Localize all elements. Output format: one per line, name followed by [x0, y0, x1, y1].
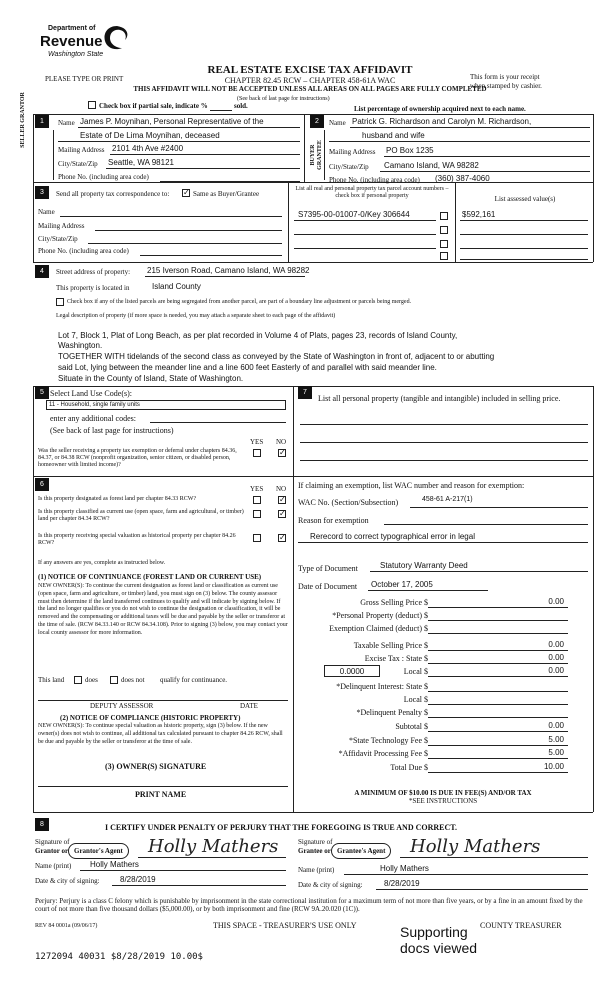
doc-type-label: Type of Document	[298, 564, 358, 573]
current-use-yes-checkbox[interactable]	[253, 510, 261, 518]
fin-label: *State Technology Fee $	[348, 736, 428, 745]
grantor-signature: Holly Mathers	[148, 836, 279, 857]
claim-exemption-label: If claiming an exemption, list WAC number and reason for exemption:	[298, 481, 525, 490]
seller-mailing-value: 2101 4th Ave #2400	[112, 144, 184, 153]
historic-question: Is this property receiving special valuation as historical property per chapter 84.26 RCW?	[38, 533, 236, 546]
supporting-stamp: Supporting	[400, 924, 468, 940]
dor-logo	[40, 22, 135, 67]
notice-2-body: NEW OWNER(S): To continue special valuation as historic property, sign (3) below. If the new owner(s) does not wish to continue, all additional tax calculated pursuant to chapter 84.26 RCW, shall be due and payable by the seller or transferor at the time of sale.	[38, 723, 283, 745]
exemption-no-checkbox[interactable]: ✓	[279, 448, 286, 457]
historic-no-checkbox[interactable]: ✓	[279, 533, 286, 542]
wac-value: 458-61 A-217(1)	[422, 496, 473, 503]
land-use-value: 11 - Household, single family units	[49, 402, 140, 408]
please-type: PLEASE TYPE OR PRINT	[45, 75, 124, 83]
street-label: Street address of property:	[56, 268, 131, 276]
seller-name-value-2: Estate of De Lima Moynihan, deceased	[80, 131, 220, 140]
doc-date-value: October 17, 2005	[371, 580, 433, 589]
if-yes-text: If any answers are yes, complete as instructed below.	[38, 560, 166, 566]
additional-codes-label: enter any additional codes:	[50, 414, 136, 423]
buyer-side-label: BUYER GRANTEE	[310, 140, 323, 170]
doc-date-label: Date of Document	[298, 582, 358, 591]
fin-row	[298, 706, 588, 719]
located-label: This property is located in	[56, 284, 130, 292]
buyer-mailing-value: PO Box 1235	[386, 146, 434, 155]
same-as-buyer-label: Same as Buyer/Grantee	[193, 190, 260, 198]
s5-yes: YES	[250, 438, 264, 446]
seller-side-label: SELLER GRANTOR	[20, 92, 26, 148]
grantor-date-value: 8/28/2019	[120, 875, 156, 884]
fin-value: 5.00	[548, 748, 564, 757]
certify-statement: I CERTIFY UNDER PENALTY OF PERJURY THAT THE FOREGOING IS TRUE AND CORRECT.	[105, 823, 458, 832]
section-1-number: 1	[35, 115, 49, 128]
fin-label: Taxable Selling Price $	[353, 641, 428, 650]
send-correspondence-label: Send all property tax correspondence to:	[56, 190, 170, 198]
grantee-date-label: Date & city of signing:	[298, 881, 363, 889]
grantee-label: Grantee or	[298, 847, 331, 855]
seller-name-value: James P. Moynihan, Personal Representative of the	[80, 117, 264, 126]
buyer-city-label: City/State/Zip	[329, 163, 369, 171]
s3-mailing-label: Mailing Address	[38, 222, 85, 230]
s6-no: NO	[276, 485, 287, 493]
legal-line-3: TOGETHER WITH tidelands of the second class as conveyed by the State of Washington in front of, adjacent to or abutting	[58, 352, 495, 361]
buyer-mailing-label: Mailing Address	[329, 148, 376, 156]
fin-row	[298, 761, 588, 774]
forest-no-checkbox[interactable]: ✓	[279, 495, 286, 504]
minimum-note: A MINIMUM OF $10.00 IS DUE IN FEE(S) AND/OR TAX	[354, 789, 532, 797]
section-7-number: 7	[298, 386, 312, 399]
partial-sale-checkbox[interactable]	[88, 101, 96, 109]
fin-value: 0.00	[548, 653, 564, 662]
local-rate-box	[324, 665, 380, 677]
fin-label: *Personal Property (deduct) $	[332, 611, 428, 620]
fin-label: *Delinquent Interest: State $	[336, 682, 428, 691]
exemption-yes-checkbox[interactable]	[253, 449, 261, 457]
s6-yes: YES	[250, 485, 264, 493]
personal-property-label: List all personal property (tangible and intangible) included in selling price.	[318, 394, 561, 403]
forest-question: Is this property designated as forest land per chapter 84.33 RCW?	[38, 496, 197, 502]
legal-label: Legal description of property (if more space is needed, you may attach a separate sheet to each page of the affidavit)	[56, 313, 336, 319]
fin-row	[298, 734, 588, 747]
fin-row	[298, 609, 588, 622]
section-6-number: 6	[35, 478, 49, 491]
current-use-no-checkbox[interactable]: ✓	[279, 509, 286, 518]
s3-name-label: Name	[38, 208, 55, 216]
dept-line1: Department of	[48, 25, 96, 32]
grantor-sig-label: Signature of	[35, 838, 70, 846]
print-name-label: PRINT NAME	[135, 790, 187, 799]
sold-label: sold.	[234, 102, 248, 110]
grantee-sig-label: Signature of	[298, 838, 333, 846]
doc-type-value: Statutory Warranty Deed	[380, 561, 468, 570]
forest-yes-checkbox[interactable]	[253, 496, 261, 504]
docs-viewed-stamp: docs viewed	[400, 940, 478, 956]
fin-label: Local $	[403, 667, 428, 676]
does-label: does	[85, 676, 98, 684]
fin-row	[298, 747, 588, 760]
buyer-name-label: Name	[329, 119, 346, 127]
parcel-1-checkbox[interactable]	[440, 212, 448, 220]
grantee-signature: Holly Mathers	[410, 836, 541, 857]
form-warning: THIS AFFIDAVIT WILL NOT BE ACCEPTED UNLESS ALL AREAS ON ALL PAGES ARE FULLY COMPLETED	[133, 85, 487, 93]
does-not-checkbox[interactable]	[110, 676, 118, 684]
seller-city-label: City/State/Zip	[58, 160, 98, 168]
s5-no: NO	[276, 438, 287, 446]
assessed-value: $592,161	[462, 210, 496, 219]
assessed-header: List assessed value(s)	[494, 195, 556, 203]
fin-row	[298, 693, 588, 706]
county-treasurer: COUNTY TREASURER	[480, 921, 562, 930]
fin-label: Subtotal $	[395, 722, 428, 731]
parcel-header: List all real and personal property tax parcel account numbers – check box if personal property	[295, 186, 449, 199]
grantee-date-value: 8/28/2019	[384, 879, 420, 888]
section-2-number: 2	[310, 115, 324, 128]
grantee-agent-oval: Grantee's Agent	[331, 843, 391, 859]
financial-table	[298, 596, 588, 776]
fin-row	[298, 652, 588, 665]
does-checkbox[interactable]	[74, 676, 82, 684]
fin-value: 0.00	[548, 721, 564, 730]
exemption-question: Was the seller receiving a property tax exemption or deferral under chapters 84.36, 84.37, or 84.38 RCW (nonprofit organization, senior citizen, or disabled person, homeowner with limited income)?	[38, 448, 237, 468]
current-use-question: Is this property classified as current use (open space, farm and agricultural, or timber) land per chapter 84.34 RCW?	[38, 509, 244, 522]
fin-label: Excise Tax : State $	[364, 654, 428, 663]
fin-value: 0.00	[548, 597, 564, 606]
see-instructions: *SEE INSTRUCTIONS	[408, 797, 478, 805]
section-4-number: 4	[35, 265, 49, 278]
same-as-buyer-checkbox[interactable]: ✓	[183, 188, 190, 197]
section-8-number: 8	[35, 818, 49, 831]
historic-yes-checkbox[interactable]	[253, 534, 261, 542]
land-use-label: Select Land Use Code(s):	[50, 389, 132, 398]
fin-label: *Delinquent Penalty $	[356, 708, 428, 717]
see-back-header: (See back of last page for instructions)	[237, 96, 330, 102]
legal-line-5: Situate in the County of Island, State of Washington.	[58, 374, 244, 383]
fin-value: 10.00	[543, 762, 564, 771]
legal-line-1: Lot 7, Block 1, Plat of Long Beach, as per plat recorded in Volume 4 of Plats, pages 23, records of Island County,	[58, 331, 458, 340]
seller-name-label: Name	[58, 119, 75, 127]
grantor-agent-oval: Grantor's Agent	[68, 843, 129, 859]
grantor-name-label: Name (print)	[35, 862, 72, 870]
fin-row	[298, 665, 588, 678]
qualify-label: qualify for continuance.	[160, 676, 228, 684]
fin-row	[298, 639, 588, 652]
dor-swirl-icon	[102, 24, 132, 52]
buyer-city-value: Camano Island, WA 98282	[384, 161, 479, 170]
grantor-date-label: Date & city of signing:	[35, 877, 100, 885]
date-label: DATE	[240, 702, 258, 710]
grantee-name-label: Name (print)	[298, 866, 335, 874]
legal-line-2: Washington.	[58, 341, 103, 350]
seller-mailing-label: Mailing Address	[58, 146, 105, 154]
local-rate-value: 0.0000	[339, 667, 365, 676]
fin-label: Exemption Claimed (deduct) $	[329, 624, 428, 633]
fin-value: 0.00	[548, 666, 564, 675]
legal-line-4: said Lot, lying between the meander line and a line 600 feet Easterly of and parallel with said meander line.	[58, 363, 437, 372]
fin-label: Gross Selling Price $	[360, 598, 428, 607]
receipt-note-1: This form is your receipt	[470, 73, 540, 81]
fin-row	[298, 596, 588, 609]
section-3-number: 3	[35, 186, 49, 199]
parcel-2-checkbox[interactable]	[440, 226, 448, 234]
owner-signature-label: (3) OWNER(S) SIGNATURE	[105, 762, 207, 771]
fin-label: Local $	[403, 695, 428, 704]
does-not-label: does not	[121, 676, 145, 684]
seller-city-value: Seattle, WA 98121	[108, 158, 174, 167]
fin-row	[298, 680, 588, 693]
partial-sale-label: Check box if partial sale, indicate %	[99, 102, 208, 110]
treasurer-space: THIS SPACE - TREASURER'S USE ONLY	[213, 921, 357, 930]
s3-city-label: City/State/Zip	[38, 235, 78, 243]
located-value: Island County	[152, 282, 201, 291]
notice-2-title: (2) NOTICE OF COMPLIANCE (HISTORIC PROPERTY)	[60, 714, 241, 722]
notice-1-title: (1) NOTICE OF CONTINUANCE (FOREST LAND OR CURRENT USE)	[38, 573, 262, 581]
parcel-value: S7395-00-01007-0/Key 306644	[298, 210, 410, 219]
fin-label: Total Due $	[390, 763, 428, 772]
buyer-phone-label: Phone No. (including area code)	[329, 176, 420, 184]
this-land-label: This land	[38, 676, 65, 684]
parcel-3-checkbox[interactable]	[440, 240, 448, 248]
section-5-number: 5	[35, 386, 49, 399]
parcel-4-checkbox[interactable]	[440, 252, 448, 260]
reason-label: Reason for exemption	[298, 516, 369, 525]
grantor-label: Grantor or	[35, 847, 69, 855]
list-percent-label: List percentage of ownership acquired next to each name.	[354, 105, 526, 113]
reason-value: Rerecord to correct typographical error in legal	[310, 532, 475, 541]
grantor-name-value: Holly Mathers	[90, 860, 139, 869]
fin-value: 0.00	[548, 640, 564, 649]
notice-1-body: NEW OWNER(S): To continue the current designation as forest land or classification as current use (open space, farm and agriculture, or timber) land, you must sign on (3) below. The county assessor must then determine if the land transferred continues to qualify and will indicate by signing below. If the land no longer qualifies or you do not wish to continue the designation or classification, it will be removed and the compensating or additional taxes will be due and payable by the seller or transferor at the time of sale. (RCW 84.33.140 or RCW 84.34.108). Prior to signing (3) below, you may contact your local county assessor for more information.	[38, 583, 288, 636]
fin-row	[298, 720, 588, 733]
form-title: REAL ESTATE EXCISE TAX AFFIDAVIT	[207, 64, 413, 76]
receipt-note-2: when stamped by cashier.	[470, 82, 542, 90]
land-use-select[interactable]	[46, 400, 286, 410]
buyer-name-value-2: husband and wife	[362, 131, 425, 140]
segregated-checkbox[interactable]	[56, 298, 64, 306]
rev-number: REV 84 0001a (09/06/17)	[35, 923, 98, 929]
form-chapter: CHAPTER 82.45 RCW – CHAPTER 458-61A WAC	[224, 76, 396, 85]
fin-row	[298, 622, 588, 635]
s3-phone-label: Phone No. (including area code)	[38, 247, 129, 255]
receipt-stamp: 1272094 40031 $8/28/2019 10.00$	[35, 952, 203, 962]
perjury-note: Perjury: Perjury is a class C felony which is punishable by imprisonment in the state correctional institution for a maximum term of not more than five years, or by a fine in an amount fixed by the court of not more than five thousand dollars ($5,000.00), or by both imprisonment and fine (RCW 9A.20.020 (1C)).	[35, 897, 583, 913]
seller-phone-label: Phone No. (including area code)	[58, 173, 149, 181]
wac-label: WAC No. (Section/Subsection)	[298, 498, 399, 507]
buyer-name-value: Patrick G. Richardson and Carolyn M. Richardson,	[352, 117, 532, 126]
fin-label: *Affidavit Processing Fee $	[338, 749, 428, 758]
dept-line3: Washington State	[48, 51, 104, 58]
fin-value: 5.00	[548, 735, 564, 744]
grantee-name-value: Holly Mathers	[380, 864, 429, 873]
buyer-phone-value: (360) 387-4060	[435, 174, 490, 183]
street-value: 215 Iverson Road, Camano Island, WA 98282	[147, 266, 310, 275]
deputy-assessor-label: DEPUTY ASSESSOR	[90, 702, 154, 710]
segregated-text: Check box if any of the listed parcels are being segregated from another parcel, are part of a boundary line adjustment or parcels being merged.	[67, 299, 412, 305]
dept-line2: Revenue	[40, 33, 103, 50]
s5-see-back: (See back of last page for instructions)	[50, 426, 174, 435]
